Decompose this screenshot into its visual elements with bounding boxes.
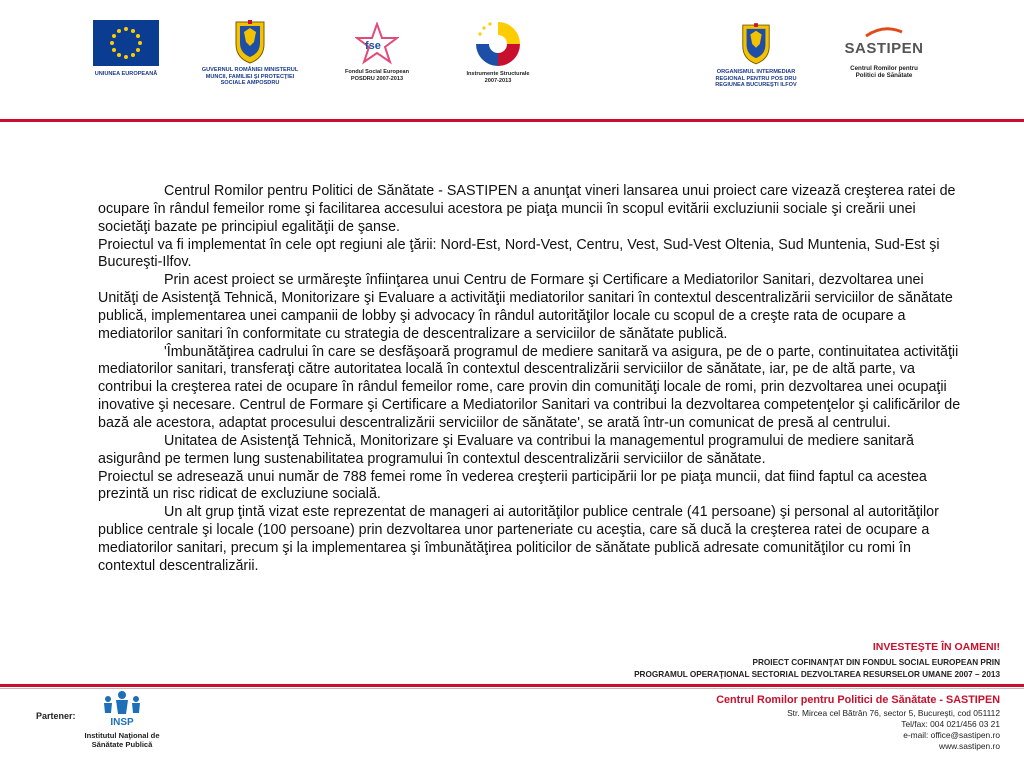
eu-logo — [88, 20, 164, 78]
body-paragraph: 'Îmbunătăţirea cadrului în care se desfăşoară programul de mediere sanitară va asigura, pe de o parte, continuitatea activităţii mediatorilor sanitari, transferaţi către autoritatea locală în contextul descentralizării serviciilor de sănătate, iar, pe de altă parte, va contribui la creşterea ratei de ocupare în rândul femeilor rome, care provin din comunităţi locale de romi, prin dezvoltarea unei ocupaţii inovative şi necesare. Centrul de Formare şi Certificare a Mediatorilor Sanitari va contribui la dezvoltarea competenţelor şi calificărilor de bază ale acestora, adaptat procesului descentralizării serviciilor de sănătate', se arată într-un comunicat de presă al centrului. — [98, 343, 961, 431]
structural-instruments-caption: Instrumente Structurale 2007-2013 — [466, 71, 530, 84]
partner-name: Institutul Naţional de Sănătate Publică — [84, 731, 160, 750]
body-paragraph: Un alt grup ţintă vizat este reprezentat de manageri ai autorităţilor publice centrale (41 persoane) şi personal al autorităţilor publice centrale şi locale (100 persoane) prin dezvoltarea unor parteneriate cu aceştia, care să ducă la creşterea ratei de ocupare a mediatorilor sanitari, precum şi la implementarea şi îmbunătăţirea politicilor de sănătate publică adresate comunităţilor cu romi în contextul descentralizării. — [98, 504, 939, 574]
structural-instruments-logo — [460, 18, 536, 84]
slogan: INVESTEŞTE ÎN OAMENI! — [872, 641, 1000, 653]
body-paragraph: Proiectul se adresează unui număr de 788 femei rome în vederea creşterii participării lor pe piaţa muncii, dat fiind faptul ca acestea prezintă un risc ridicat de excluziune socială. — [98, 468, 927, 503]
press-release-body — [98, 183, 966, 576]
organization-name: Centrul Romilor pentru Politici de Sănătate - SASTIPEN — [716, 694, 1000, 706]
sastipen-logo-caption: Centrul Romilor pentru Politici de Sănătate — [850, 65, 918, 80]
header-logos-bar — [0, 0, 1024, 120]
insp-logo — [96, 690, 148, 735]
svg-text:fse: fse — [365, 40, 381, 52]
government-logo-caption: GUVERNUL ROMÂNIEI MINISTERUL MUNCII, FAMILIEI ŞI PROTECŢIEI SOCIALE AMPOSDRU — [201, 67, 299, 87]
intermediary-body-logo — [700, 20, 812, 89]
government-logo — [198, 18, 302, 87]
partner-label: Partener: — [36, 711, 76, 721]
footer-divider-red — [0, 684, 1024, 687]
footer-divider-grey — [0, 688, 1024, 689]
body-paragraph: Centrul Romilor pentru Politici de Sănătate - SASTIPEN a anunţat vineri lansarea unui proiect care vizează creşterea ratei de ocupare în rândul femeilor rome şi facilitarea accesului acestora pe piaţa muncii în scopul evitării excluziunii sociale şi creării unei societăţi bazate pe principiul egalităţii de şanse. — [98, 183, 956, 235]
insp-logo-text: INSP — [110, 717, 134, 728]
organization-address: Str. Mircea cel Bătrân 76, sector 5, Bucureşti, cod 051112 — [787, 708, 1000, 718]
organization-email[interactable]: e-mail: office@sastipen.ro — [903, 730, 1000, 740]
organization-website[interactable]: www.sastipen.ro — [939, 741, 1000, 751]
romania-coat-of-arms-icon — [739, 20, 773, 66]
sastipen-logo — [836, 26, 932, 80]
fse-logo-icon — [355, 22, 399, 66]
body-paragraph: Proiectul va fi implementat în cele opt regiuni ale ţării: Nord-Est, Nord-Vest, Centru, Vest, Sud-Vest Oltenia, Sud Muntenia, Sud-Est şi Bucureşti-Ilfov. — [98, 236, 940, 271]
eu-flag-icon — [93, 20, 159, 66]
fse-logo-caption: Fondul Social European POSDRU 2007-2013 — [344, 69, 410, 82]
organization-phone: Tel/fax: 004 021/456 03 21 — [901, 719, 1000, 729]
program-line: PROGRAMUL OPERAŢIONAL SECTORIAL DEZVOLTAREA RESURSELOR UMANE 2007 – 2013 — [634, 670, 1000, 679]
eu-logo-caption: UNIUNEA EUROPEANĂ — [94, 71, 158, 77]
structural-instruments-icon — [472, 18, 524, 68]
sastipen-logo-title: SASTIPEN — [844, 40, 924, 57]
fse-logo — [334, 22, 420, 82]
insp-logo-icon — [96, 690, 148, 730]
project-cofinancing-line: PROIECT COFINANŢAT DIN FONDUL SOCIAL EUROPEAN PRIN — [752, 658, 1000, 667]
body-paragraph: Prin acest proiect se urmăreşte înfiinţarea unui Centru de Formare şi Certificare a Mediatorilor Sanitari, dezvoltarea unei Unităţi de Asistenţă Tehnică, Monitorizare şi Evaluare a activităţii mediatorilor sanitari în contextul descentralizării serviciilor de sănătate publică, implementarea unei campanii de lobby şi advocacy în rândul autorităţilor locale cu scopul de a creşte rata de ocupare a mediatorilor sanitari în conformitate cu strategia de descentralizare a serviciilor de sănătate publică. — [98, 272, 953, 342]
romania-coat-of-arms-icon — [232, 18, 268, 64]
header-divider — [0, 119, 1024, 122]
intermediary-body-caption: ORGANISMUL INTERMEDIAR REGIONAL PENTRU POS DRU REGIUNEA BUCUREŞTI ILFOV — [715, 69, 797, 89]
body-paragraph: Unitatea de Asistenţă Tehnică, Monitorizare şi Evaluare va contribui la managementul programului de mediere sanitară asigurând pe termen lung sustenabilitatea programului în contextul descentralizării serviciilor de sănătate. — [98, 432, 914, 467]
sastipen-logo-icon — [864, 26, 904, 38]
